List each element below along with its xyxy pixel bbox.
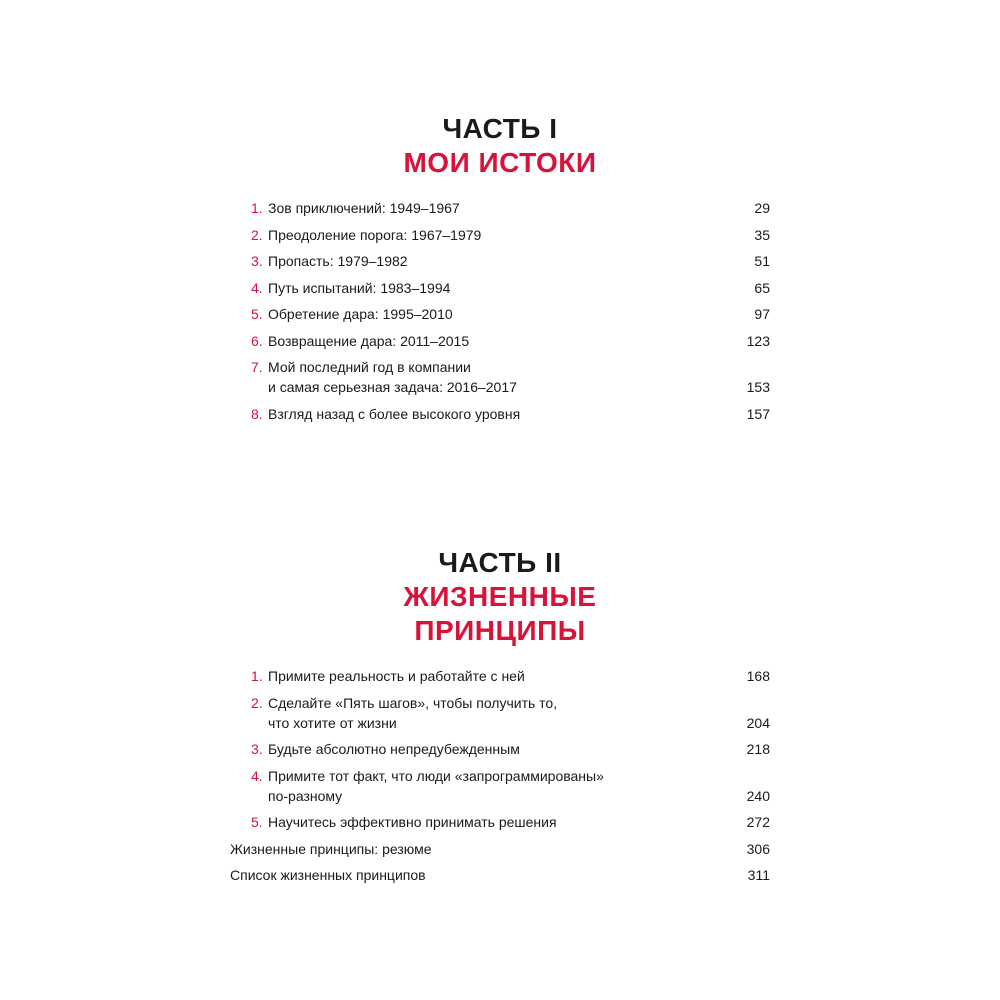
chapter-number: 5.: [251, 306, 263, 322]
chapter-title: Пропасть: 1979–1982: [268, 253, 408, 269]
page-number: 97: [754, 306, 770, 322]
chapter-number: 3.: [251, 741, 263, 757]
part-2-heading: [230, 546, 770, 648]
toc-entry[interactable]: [230, 331, 770, 351]
part-label: ЧАСТЬ II: [438, 547, 562, 578]
chapter-number: 4.: [251, 279, 263, 296]
chapter-number: 7.: [251, 359, 263, 375]
part-title-line: ЖИЗНЕННЫЕ: [403, 581, 597, 612]
chapter-title: Обретение дара: 1995–2010: [268, 306, 453, 322]
page-number: 204: [746, 714, 770, 731]
toc-entry[interactable]: [230, 251, 770, 271]
page-number: 240: [746, 787, 770, 804]
summary-title: Жизненные принципы: резюме: [230, 840, 432, 857]
part-label: ЧАСТЬ I: [442, 113, 558, 144]
page-number: 272: [746, 814, 770, 830]
chapter-number: 6.: [251, 332, 263, 349]
toc-entry-principles-list[interactable]: [230, 865, 770, 885]
chapter-title: Преодоление порога: 1967–1979: [268, 226, 482, 243]
chapter-title: Возвращение дара: 2011–2015: [268, 332, 470, 349]
toc-list: [230, 198, 770, 424]
toc-list: [230, 666, 770, 885]
toc-entry[interactable]: [230, 766, 770, 806]
chapter-title: Сделайте «Пять шагов», чтобы получить то,: [268, 694, 558, 711]
chapter-number: 4.: [251, 767, 263, 784]
toc-entry[interactable]: [230, 666, 770, 686]
chapter-title: Будьте абсолютно непредубежденным: [268, 741, 520, 757]
principles-list-title: Список жизненных принципов: [230, 867, 426, 883]
chapter-number: 1.: [251, 200, 263, 216]
page-number: 168: [746, 668, 770, 684]
chapter-title-continuation: что хотите от жизни: [268, 714, 397, 731]
part-1-section: [230, 112, 770, 430]
page-number: 306: [746, 840, 770, 857]
chapter-title: Мой последний год в компании: [268, 359, 471, 375]
page-number: 123: [746, 332, 770, 349]
toc-entry[interactable]: [230, 812, 770, 832]
chapter-title: Взгляд назад с более высокого уровня: [268, 405, 521, 422]
chapter-number: 1.: [251, 668, 263, 684]
toc-entry[interactable]: [230, 357, 770, 397]
page-number: 65: [754, 279, 770, 296]
part-title-line: ПРИНЦИПЫ: [414, 615, 586, 646]
chapter-title: Примите реальность и работайте с ней: [268, 668, 525, 684]
chapter-number: 5.: [251, 814, 263, 830]
part-1-heading: [230, 112, 770, 180]
page-number: 51: [754, 253, 770, 269]
part-title: [230, 580, 770, 648]
part-2-section: [230, 546, 770, 892]
toc-entry[interactable]: [230, 198, 770, 218]
part-title-line: МОИ ИСТОКИ: [403, 147, 597, 178]
page-number: 157: [746, 405, 770, 422]
chapter-number: 8.: [251, 405, 263, 422]
chapter-title: Примите тот факт, что люди «запрограммированы»: [268, 767, 604, 784]
chapter-number: 2.: [251, 694, 263, 711]
page-number: 311: [747, 867, 770, 883]
chapter-number: 3.: [251, 253, 263, 269]
chapter-title: Зов приключений: 1949–1967: [268, 200, 460, 216]
chapter-title-continuation: по-разному: [268, 787, 343, 804]
chapter-number: 2.: [251, 226, 263, 243]
page-number: 29: [754, 200, 770, 216]
toc-entry[interactable]: [230, 693, 770, 733]
toc-entry[interactable]: [230, 739, 770, 759]
toc-entry-summary[interactable]: [230, 839, 770, 859]
chapter-title: Научитесь эффективно принимать решения: [268, 814, 557, 830]
toc-entry[interactable]: [230, 278, 770, 298]
toc-entry[interactable]: [230, 404, 770, 424]
toc-entry[interactable]: [230, 225, 770, 245]
chapter-title-continuation: и самая серьезная задача: 2016–2017: [268, 379, 517, 395]
page-number: 35: [754, 226, 770, 243]
page-number: 218: [746, 741, 770, 757]
toc-entry[interactable]: [230, 304, 770, 324]
page-number: 153: [746, 379, 770, 395]
chapter-title: Путь испытаний: 1983–1994: [268, 279, 451, 296]
part-title: [230, 146, 770, 180]
